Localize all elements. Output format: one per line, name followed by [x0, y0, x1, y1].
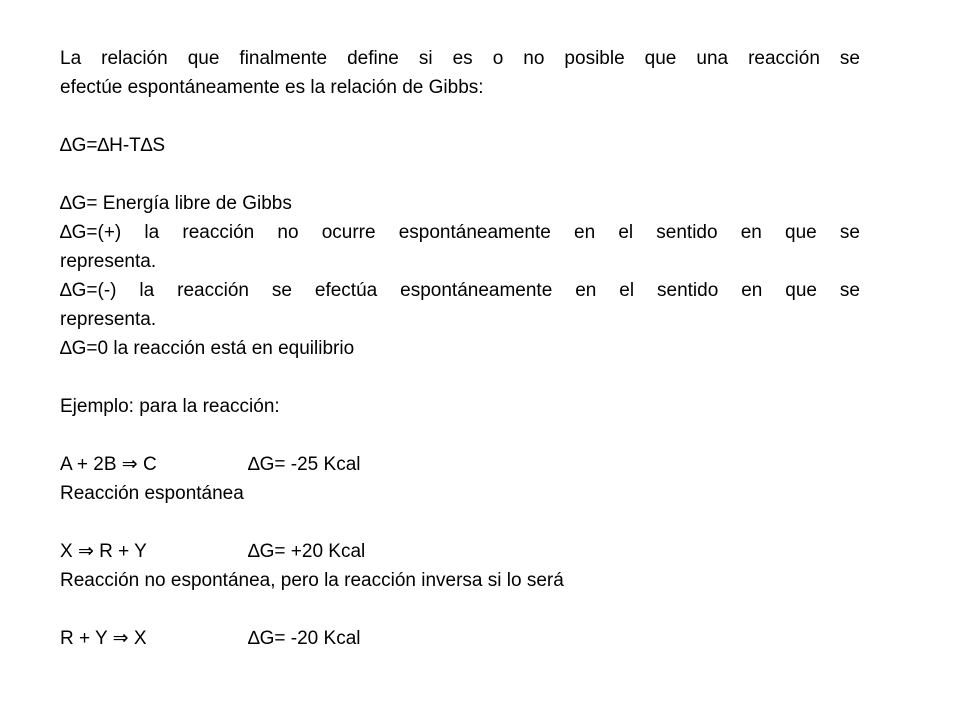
reaction-3-delta-g: ∆G= -20 Kcal	[248, 628, 361, 649]
spacer	[60, 595, 860, 624]
example-heading: Ejemplo: para la reacción:	[60, 396, 280, 417]
definition-positive-line-2: representa.	[60, 251, 157, 272]
intro-line-1: La relación que finalmente define si es o no posible que una reacción se	[60, 48, 860, 69]
reaction-1-delta-g: ∆G= -25 Kcal	[248, 454, 361, 475]
reaction-1	[60, 450, 860, 479]
reaction-2-delta-g: ∆G= +20 Kcal	[248, 541, 366, 562]
reaction-3	[60, 624, 860, 653]
reaction-2-equation: X ⇒ R + Y	[60, 541, 147, 562]
slide-content	[60, 44, 860, 653]
definition-negative-line-1: ∆G=(-) la reacción se efectúa espontáneamente en el sentido en que se	[60, 280, 860, 301]
spacer	[60, 160, 860, 189]
spacer	[60, 102, 860, 131]
definition-negative-line-2: representa.	[60, 309, 157, 330]
intro-line-2: efectúe espontáneamente es la relación de Gibbs:	[60, 77, 484, 98]
reaction-1-equation: A + 2B ⇒ C	[60, 454, 157, 475]
reaction-1-note: Reacción espontánea	[60, 483, 244, 504]
definition-positive-line-1: ∆G=(+) la reacción no ocurre espontáneamente en el sentido en que se	[60, 222, 860, 243]
gibbs-formula: ∆G=∆H-T∆S	[60, 135, 166, 156]
reaction-2-note: Reacción no espontánea, pero la reacción inversa si lo será	[60, 570, 564, 591]
definition-zero: ∆G=0 la reacción está en equilibrio	[60, 338, 355, 359]
reaction-3-equation: R + Y ⇒ X	[60, 628, 147, 649]
reaction-2	[60, 537, 860, 566]
spacer	[60, 508, 860, 537]
definition-gibbs-energy: ∆G= Energía libre de Gibbs	[60, 193, 292, 214]
spacer	[60, 421, 860, 450]
spacer	[60, 363, 860, 392]
